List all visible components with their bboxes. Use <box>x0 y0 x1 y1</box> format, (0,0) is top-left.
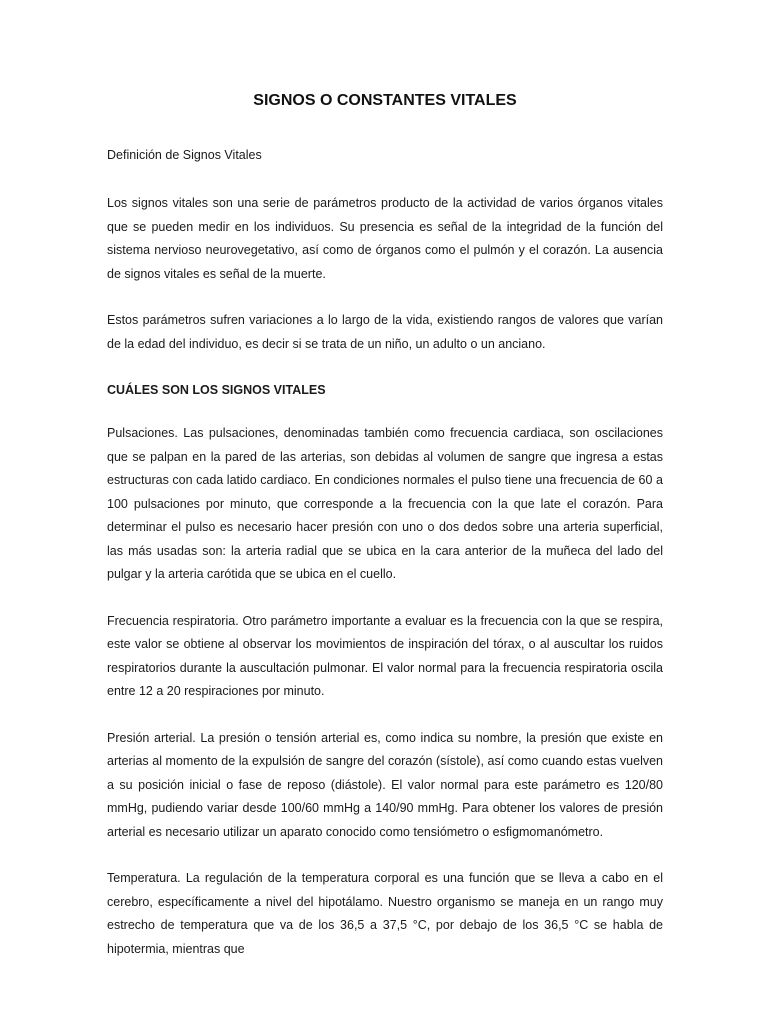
definition-subtitle: Definición de Signos Vitales <box>107 148 262 162</box>
paragraph-frecuencia-respiratoria: Frecuencia respiratoria. Otro parámetro importante a evaluar es la frecuencia con la que se respira, este valor se obtiene al observar los movimientos de inspiración del tórax, o al auscultar los ruidos respiratorios durante la auscultación pulmonar. El valor normal para la frecuencia respiratoria oscila entre 12 a 20 respiraciones por minuto. <box>107 613 663 698</box>
document-body <box>107 92 663 984</box>
paragraph-presion-arterial: Presión arterial. La presión o tensión arterial es, como indica su nombre, la presión que existe en arterias al momento de la expulsión de sangre del corazón (sístole), así como cuando estas vuelven a su posición inicial o fase de reposo (diástole). El valor normal para este parámetro es 120/80 mmHg, pudiendo variar desde 100/60 mmHg a 140/90 mmHg. Para obtener los valores de presión arterial es necesario utilizar un aparato conocido como tensiómetro o esfigmomanómetro. <box>107 730 663 839</box>
paragraph-temperatura: Temperatura. La regulación de la temperatura corporal es una función que se lleva a cabo en el cerebro, específicamente a nivel del hipotálamo. Nuestro organismo se maneja en un rango muy estrecho de temperatura que va de los 36,5 a 37,5 °C, por debajo de los 36,5 °C se habla de hipotermia, mientras que <box>107 871 663 956</box>
page-title: SIGNOS O CONSTANTES VITALES <box>253 92 517 109</box>
section-heading: CUÁLES SON LOS SIGNOS VITALES <box>107 383 326 397</box>
paragraph-pulsaciones: Pulsaciones. Las pulsaciones, denominadas también como frecuencia cardiaca, son oscilaciones que se palpan en la pared de las arterias, son debidas al volumen de sangre que ingresa a estas estructuras con cada latido cardiaco. En condiciones normales el pulso tiene una frecuencia de 60 a 100 pulsaciones por minuto, que corresponde a la frecuencia con la que late el corazón. Para determinar el pulso es necesario hacer presión con uno o dos dedos sobre una arteria superficial, las más usadas son: la arteria radial que se ubica en la cara anterior de la muñeca del lado del pulgar y la arteria carótida que se ubica en el cuello. <box>107 426 663 581</box>
intro-paragraph-2: Estos parámetros sufren variaciones a lo largo de la vida, existiendo rangos de valores que varían de la edad del individuo, es decir si se trata de un niño, un adulto o un anciano. <box>107 313 663 351</box>
intro-paragraph-1: Los signos vitales son una serie de parámetros producto de la actividad de varios órganos vitales que se pueden medir en los individuos. Su presencia es señal de la integridad de la función del sistema nervioso neurovegetativo, así como de órganos como el pulmón y el corazón. La ausencia de signos vitales es señal de la muerte. <box>107 196 663 281</box>
